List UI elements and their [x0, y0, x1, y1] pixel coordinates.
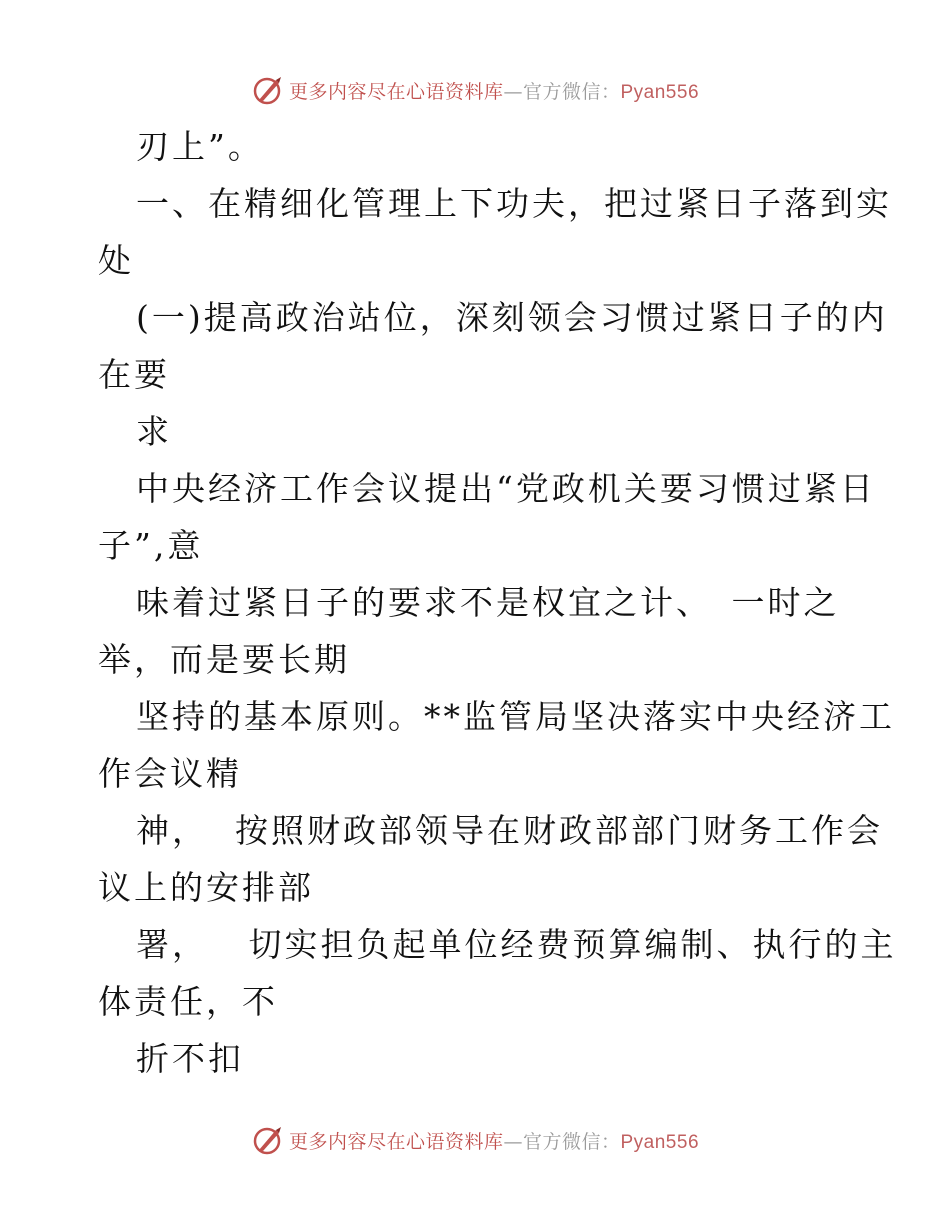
header-banner-title: 更多内容尽在心语资料库 — [288, 80, 504, 103]
paragraph-line: 中央经济工作会议提出“党政机关要习惯过紧日 — [136, 469, 876, 508]
section-heading-line: 一、在精细化管理上下功夫，把过紧日子落到实 — [136, 184, 892, 223]
document-body — [98, 118, 897, 1087]
subsection-heading-line: (一)提高政治站位，深刻领会习惯过紧日子的内 — [136, 298, 888, 337]
section-heading-line: 处 — [98, 241, 134, 280]
paragraph-line: 神， 按照财政部领导在财政部部门财务工作会 — [136, 811, 883, 850]
footer-banner-text — [289, 1127, 699, 1154]
paragraph-line: 议上的安排部 — [98, 868, 314, 907]
paragraph-line: 体责任，不 — [98, 982, 278, 1021]
footer-banner-separator: — — [503, 1130, 523, 1153]
header-banner-separator: — — [503, 80, 523, 103]
paragraph-line: 署， 切实担负起单位经费预算编制、执行的主 — [136, 925, 897, 964]
feather-pen-logo-icon — [251, 74, 283, 106]
header-wechat-label: 官方微信： — [522, 80, 621, 103]
paragraph-line: 坚持的基本原则。**监管局坚决落实中央经济工 — [136, 697, 895, 736]
footer-banner — [0, 1120, 950, 1160]
footer-wechat-label: 官方微信： — [522, 1130, 621, 1153]
header-banner — [0, 70, 950, 110]
header-wechat-id: Pyan556 — [620, 81, 700, 103]
header-banner-text — [289, 77, 699, 104]
subsection-heading-line: 求 — [136, 412, 172, 451]
footer-wechat-id: Pyan556 — [620, 1131, 700, 1153]
paragraph-line: 举，而是要长期 — [98, 640, 350, 679]
feather-pen-logo-icon — [251, 1124, 283, 1156]
paragraph-line: 作会议精 — [98, 754, 242, 793]
paragraph-line: 子”,意 — [98, 526, 204, 565]
footer-banner-title: 更多内容尽在心语资料库 — [288, 1130, 504, 1153]
paragraph-line: 折不扣 — [136, 1039, 244, 1078]
paragraph-line: 味着过紧日子的要求不是权宜之计、 一时之 — [136, 583, 840, 622]
subsection-heading-line: 在要 — [98, 355, 170, 394]
document-line: 刃上”。 — [136, 127, 264, 166]
